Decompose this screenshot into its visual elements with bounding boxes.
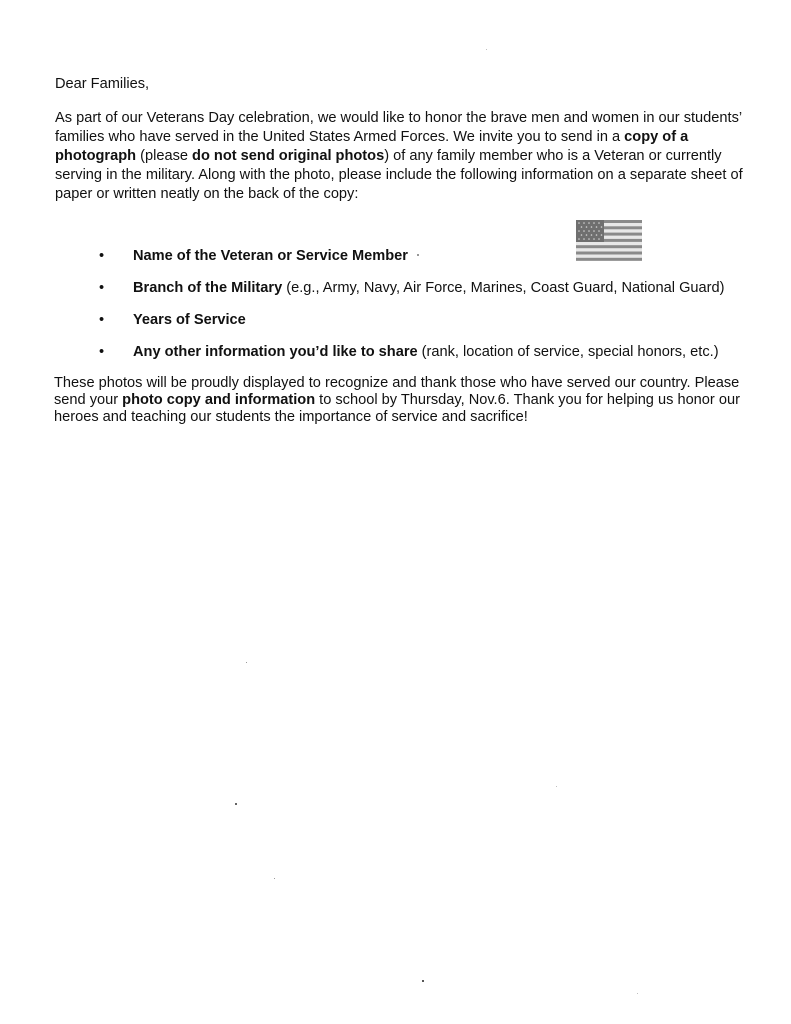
salutation: Dear Families, (55, 76, 150, 92)
intro-paragraph (55, 109, 745, 204)
scan-speck (417, 254, 419, 256)
bullet-icon: • (99, 248, 105, 264)
intro-line-3 (55, 147, 745, 166)
bullet-item-text (133, 343, 719, 362)
photo-copy-emphasis: photo copy and information (122, 392, 316, 408)
scan-speck (637, 993, 638, 994)
photograph-emphasis: photograph (55, 148, 137, 164)
copy-of-a-emphasis: copy of a (624, 129, 689, 145)
intro-line-3-text-b: ) of any family member who is a Veteran or currently (384, 148, 722, 164)
scan-speck (274, 878, 275, 879)
american-flag-icon (576, 220, 642, 261)
bullet-item-detail: (rank, location of service, special honors, etc.) (417, 344, 719, 360)
intro-line-5: paper or written neatly on the back of the copy: (55, 186, 359, 202)
bullet-item-text (133, 247, 408, 266)
bullet-item-detail: (e.g., Army, Navy, Air Force, Marines, Coast Guard, National Guard) (282, 280, 725, 296)
bullet-item-bold: Any other information you’d like to share (133, 344, 418, 360)
bullet-item-text (133, 311, 246, 330)
bullet-item-bold: Branch of the Military (133, 280, 283, 296)
intro-line-3-text-a: (please (136, 148, 193, 164)
scan-speck (556, 786, 557, 787)
closing-line-2-text-a: send your (54, 392, 123, 408)
intro-line-1: As part of our Veterans Day celebration, we would like to honor the brave men and women in our students’ (55, 110, 743, 126)
closing-line-3: heroes and teaching our students the importance of service and sacrifice! (54, 409, 528, 425)
scan-speck (246, 662, 247, 663)
scan-speck (422, 980, 424, 982)
bullet-item-bold: Name of the Veteran or Service Member (133, 248, 408, 264)
closing-line-2-text-b: to school by Thursday, Nov.6. Thank you for helping us honor our (315, 392, 740, 408)
closing-line-1: These photos will be proudly displayed to recognize and thank those who have served our country. Please (54, 375, 740, 391)
scan-speck (486, 49, 487, 50)
intro-line-4: serving in the military. Along with the photo, please include the following information on a separate sheet of (55, 167, 743, 183)
bullet-icon: • (99, 312, 105, 328)
closing-line-2 (54, 392, 754, 409)
closing-paragraph (54, 375, 754, 426)
intro-line-2-text: families who have served in the United States Armed Forces. We invite you to send in a (55, 129, 625, 145)
bullet-item-text (133, 279, 725, 298)
bullet-item-bold: Years of Service (133, 312, 246, 328)
bullet-icon: • (99, 344, 105, 360)
bullet-icon: • (99, 280, 105, 296)
do-not-send-original-emphasis: do not send original photos (192, 148, 385, 164)
scan-speck (235, 803, 237, 805)
intro-line-2 (55, 128, 745, 147)
